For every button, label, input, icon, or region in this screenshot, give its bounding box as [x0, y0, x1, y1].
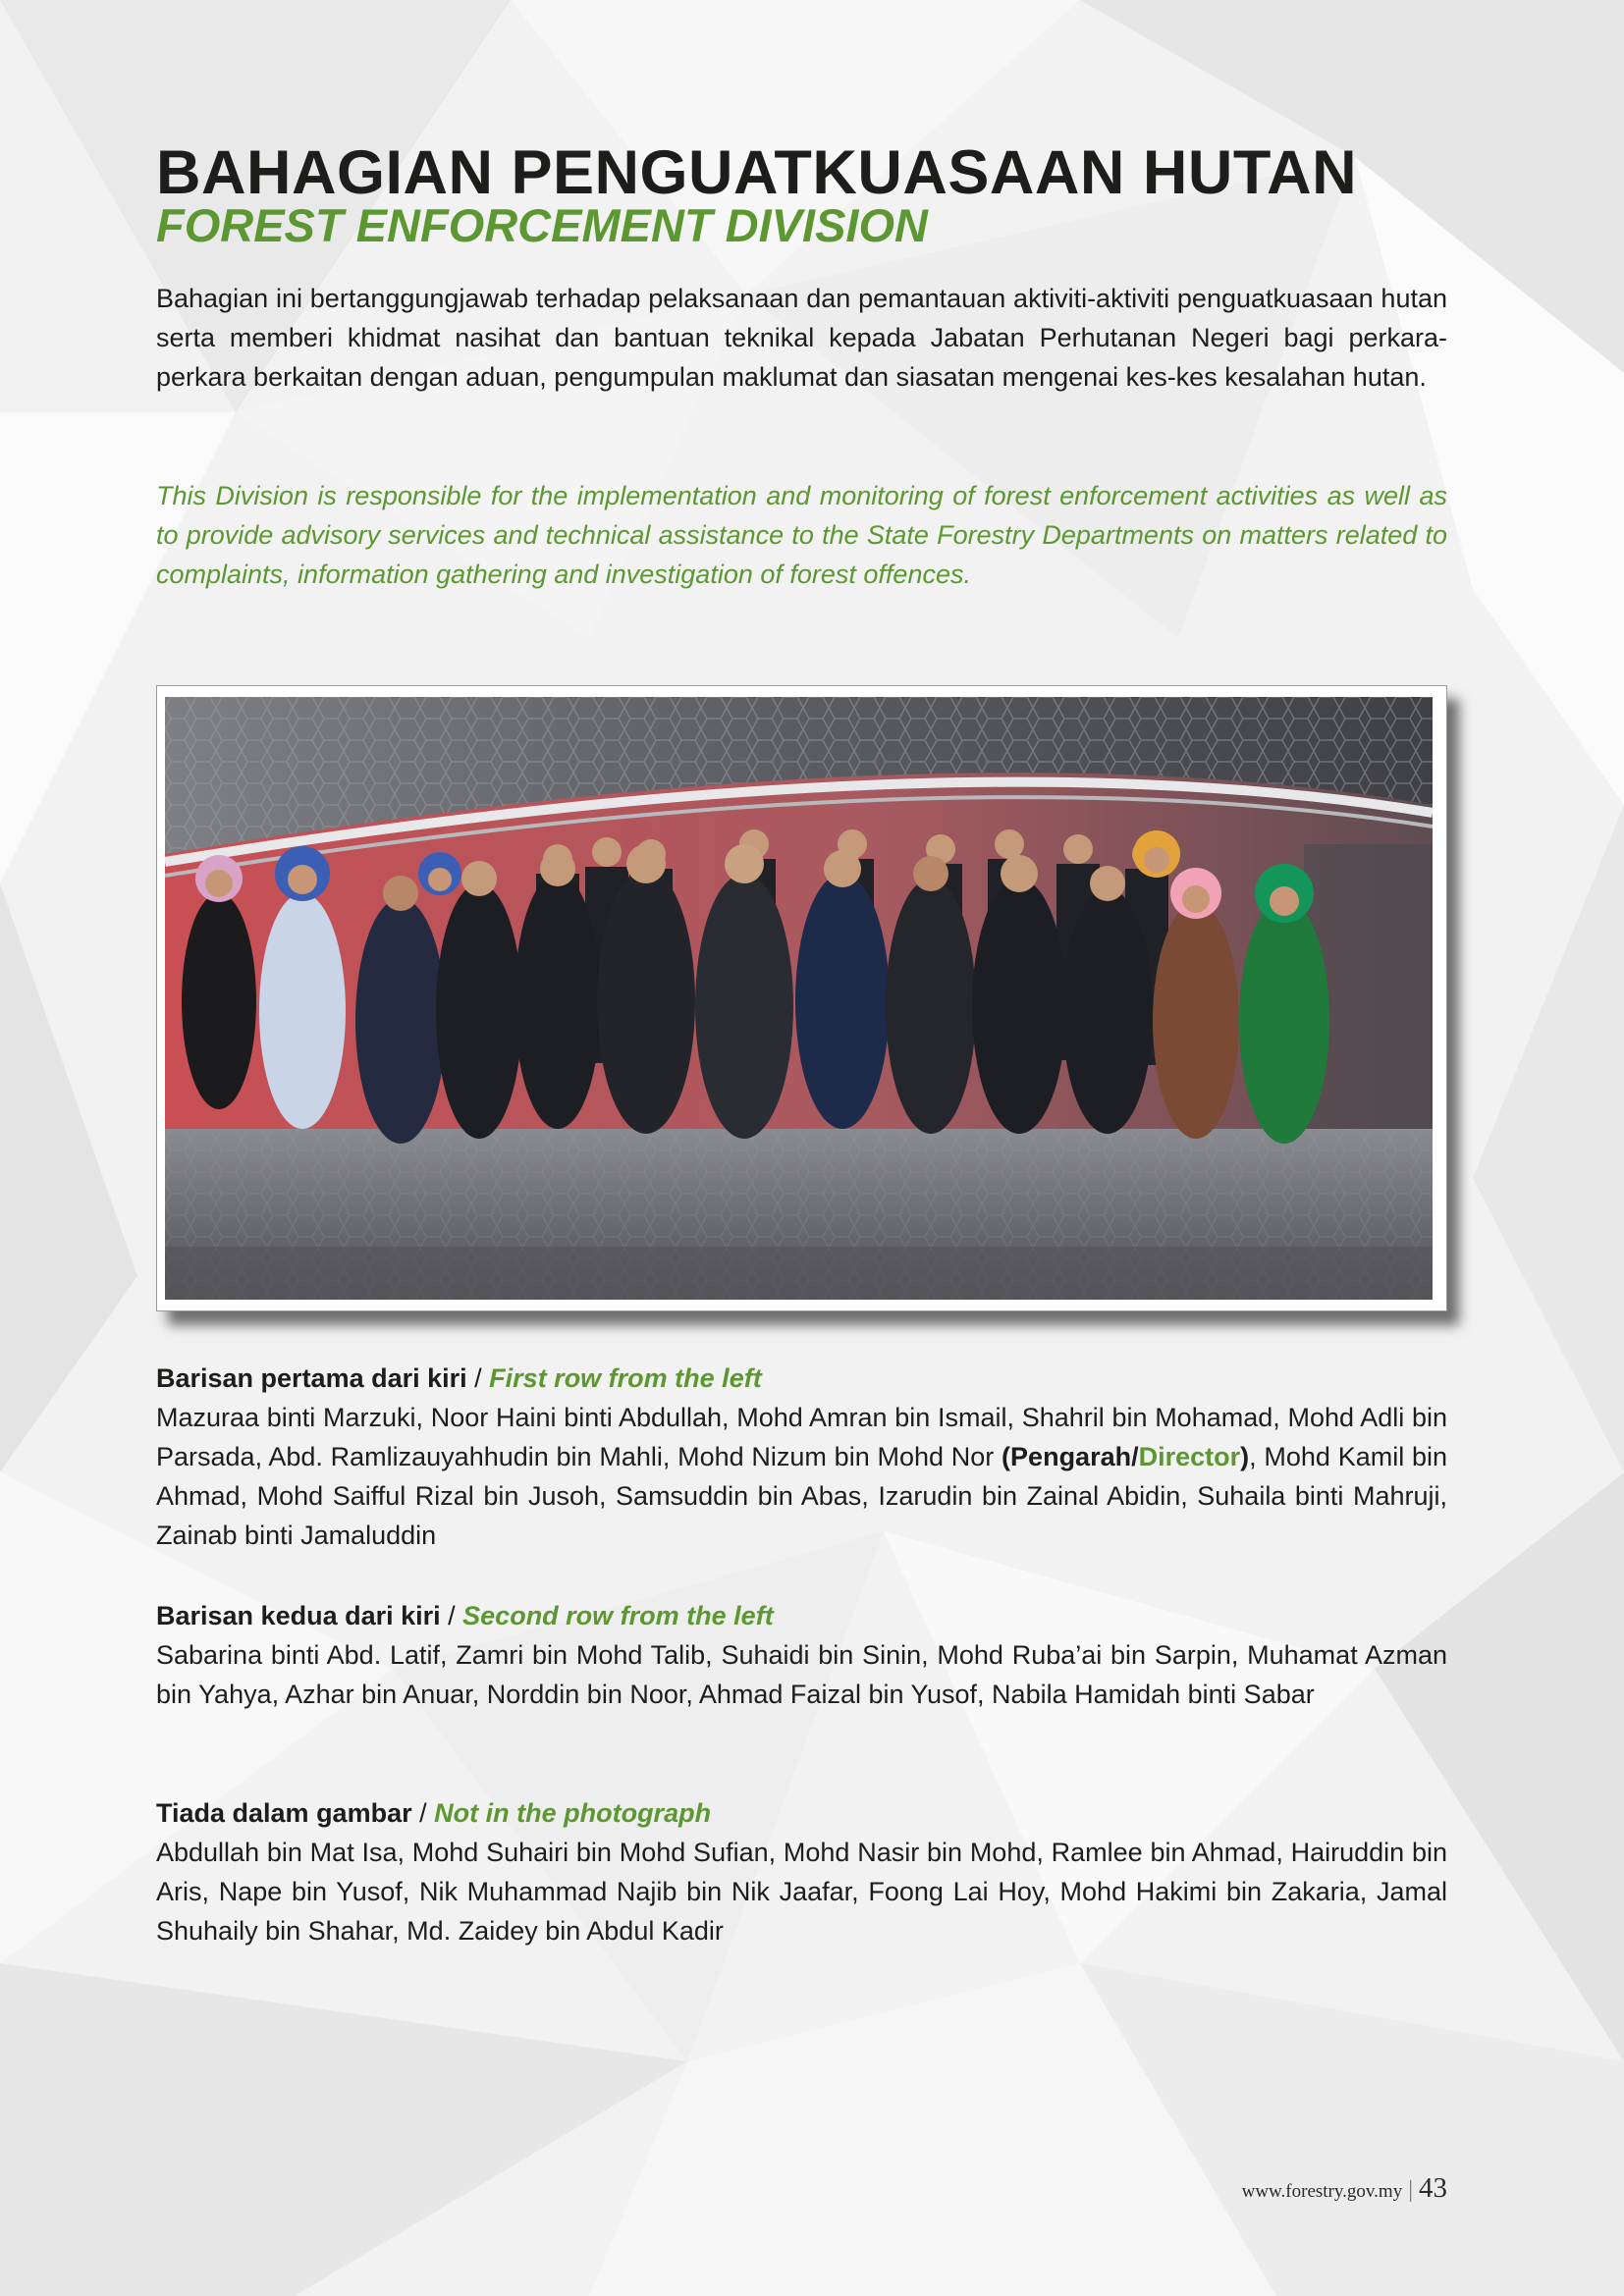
caption-first-row-heading-ms: Barisan pertama dari kiri [156, 1363, 467, 1393]
page-title: BAHAGIAN PENGUATKUASAAN HUTAN [156, 138, 1358, 207]
page-footer [1055, 2172, 1447, 2205]
caption-absent-names: Abdullah bin Mat Isa, Mohd Suhairi bin Mohd Sufian, Mohd Nasir bin Mohd, Ramlee bin Ahmad, Hairuddin bin Aris, Nape bin Yusof, Nik Muhammad Najib bin Nik Jaafar, Foong Lai Hoy, Mohd Hakimi bin Zakaria, Jamal Shuhaily bin Shahar, Md. Zaidey bin Abdul Kadir [156, 1838, 1447, 1946]
director-role-open: ( [1001, 1442, 1011, 1471]
caption-first-row-heading-en: First row from the left [489, 1363, 762, 1393]
director-role-slash: / [1131, 1442, 1139, 1471]
intro-paragraph-ms: Bahagian ini bertanggungjawab terhadap pelaksanaan dan pemantauan aktiviti-aktiviti penguatkuasaan hutan serta memberi khidmat nasihat dan bantuan teknikal kepada Jabatan Perhutanan Negeri bagi perkara-perkara berkaitan dengan aduan, pengumpulan maklumat dan siasatan mengenai kes-kes kesalahan hutan. [156, 284, 1447, 392]
caption-second-row [156, 1596, 1447, 1714]
director-role-ms: Pengarah [1010, 1442, 1132, 1471]
caption-separator: / [440, 1601, 463, 1630]
caption-separator: / [466, 1363, 490, 1393]
caption-absent-heading-ms: Tiada dalam gambar [156, 1798, 412, 1828]
director-role-close: ) [1240, 1442, 1250, 1471]
page-number: 43 [1419, 2172, 1447, 2204]
footer-separator: | [1408, 2177, 1413, 2203]
group-photo [165, 697, 1433, 1300]
page-subtitle: FOREST ENFORCEMENT DIVISION [156, 199, 928, 251]
caption-absent-heading-en: Not in the photograph [434, 1798, 712, 1828]
group-photo-frame [156, 685, 1447, 1311]
caption-separator: / [411, 1798, 435, 1828]
caption-first-row [156, 1359, 1447, 1555]
caption-first-row-names-continued: , Mohd Kamil bin Ahmad, Mohd Saifful Rizal bin Jusoh, Samsuddin bin Abas, Izarudin bin Zainal Abidin, Suhaila binti Mahruji, Zainab binti Jamaluddin [156, 1442, 1448, 1550]
caption-first-row-names: Mazuraa binti Marzuki, Noor Haini binti Abdullah, Mohd Amran bin Ismail, Shahril bin Mohamad, Mohd Adli bin Parsada, Abd. Ramlizauyahhudin bin Mahli, Mohd Nizum bin Mohd Nor [156, 1403, 1447, 1471]
caption-second-row-heading-ms: Barisan kedua dari kiri [156, 1601, 441, 1630]
caption-second-row-heading-en: Second row from the left [462, 1601, 774, 1630]
footer-url: www.forestry.gov.my [1241, 2181, 1403, 2202]
caption-not-in-photo [156, 1793, 1447, 1950]
director-role-en: Director [1138, 1442, 1241, 1471]
caption-second-row-names: Sabarina binti Abd. Latif, Zamri bin Mohd Talib, Suhaidi bin Sinin, Mohd Ruba’ai bin Sarpin, Muhamat Azman bin Yahya, Azhar bin Anuar, Norddin bin Noor, Ahmad Faizal bin Yusof, Nabila Hamidah binti Sabar [156, 1640, 1447, 1709]
intro-paragraph-en: This Division is responsible for the implementation and monitoring of forest enforcement activities as well as to provide advisory services and technical assistance to the State Forestry Departments on matters related to complaints, information gathering and investigation of forest offences. [156, 481, 1447, 589]
